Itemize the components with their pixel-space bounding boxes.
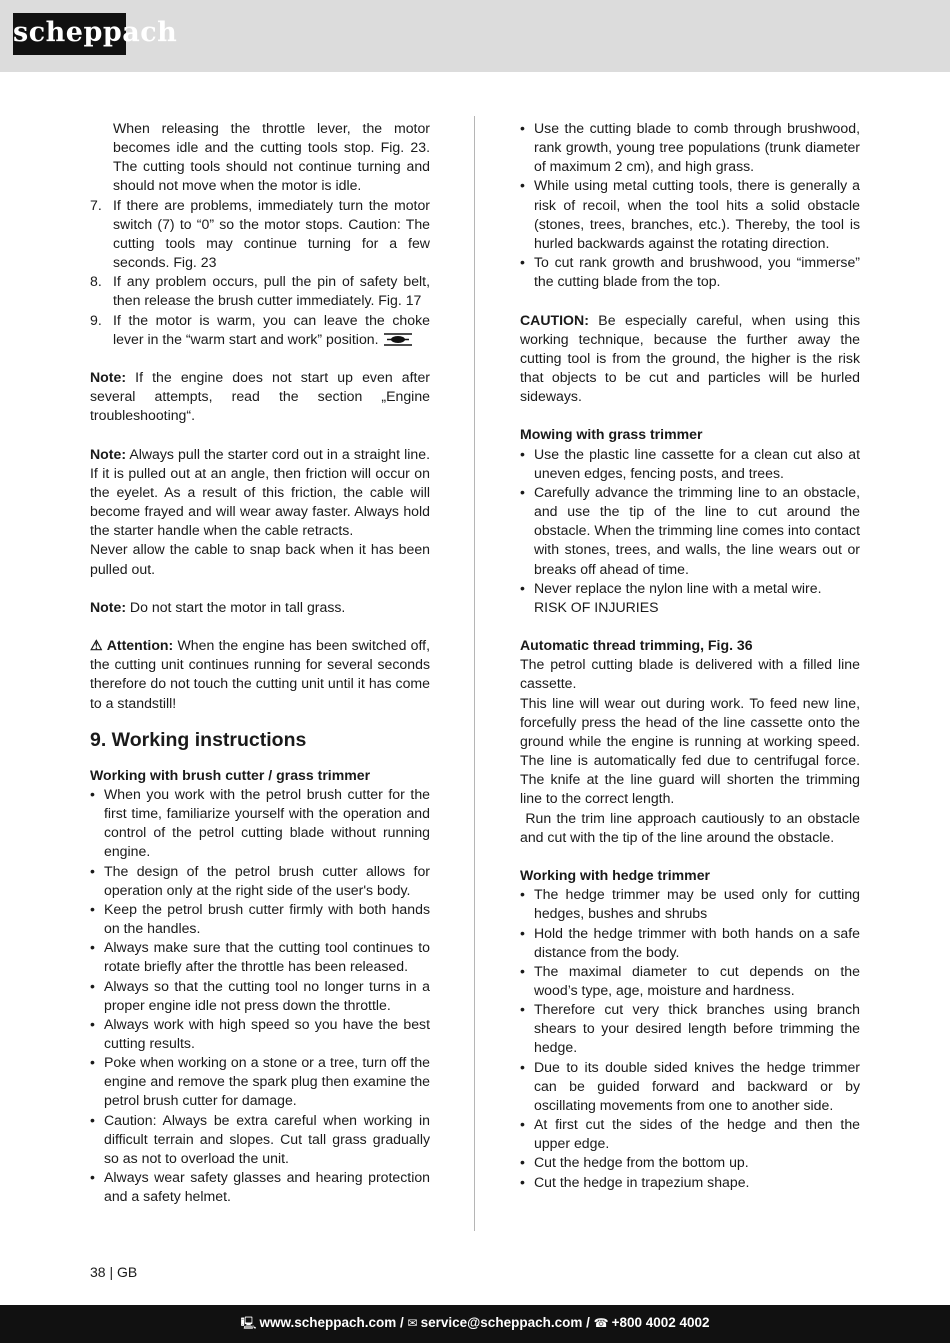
column-divider bbox=[474, 116, 475, 1231]
list-item: • Use the plastic line cassette for a clean cut also at uneven edges, fencing posts, and trees. bbox=[520, 445, 860, 481]
mowing-list bbox=[520, 445, 860, 617]
list-item: • Always so that the cutting tool no longer turns in a proper engine idle not press down the throttle. bbox=[90, 977, 430, 1013]
cutting-blade-list bbox=[520, 119, 860, 291]
list-item: • When you work with the petrol brush cutter for the first time, familiarize yourself with the operation and control of the petrol cutting blade without running engine. bbox=[90, 785, 430, 860]
step-text: If there are problems, immediately turn the motor switch (7) to “0” so the motor stops. Caution: The cutting tools may continue turning for a few seconds. Fig. 23 bbox=[113, 196, 430, 271]
list-item: • Never replace the nylon line with a metal wire. RISK OF INJURIES bbox=[520, 579, 822, 615]
list-item: • The maximal diameter to cut depends on the wood’s type, age, moisture and hardness. bbox=[520, 962, 860, 998]
right-column bbox=[520, 119, 864, 1192]
step-number: 9. bbox=[90, 311, 102, 328]
caution-paragraph bbox=[520, 311, 860, 407]
scheppach-logo: scheppach bbox=[13, 13, 126, 55]
website-link[interactable]: www.scheppach.com / bbox=[259, 1315, 404, 1330]
step-9 bbox=[90, 311, 430, 349]
risk-of-injuries: RISK OF INJURIES bbox=[534, 598, 659, 615]
note-text: If the engine does not start up even after several attempts, read the section „Engine troubleshooting“. bbox=[90, 369, 430, 424]
list-item: • At first cut the sides of the hedge and then the upper edge. bbox=[520, 1116, 860, 1152]
list-item: • While using metal cutting tools, there is generally a risk of recoil, when the tool hits a solid obstacle (stones, trees, branches, etc.). Thereby, the tool is hurled backwards against the rotating direction. bbox=[520, 177, 860, 251]
brush-cutter-list bbox=[90, 785, 430, 1206]
attention-text: When the engine has been switched off, the cutting unit continues running for several seconds therefore do not touch the cutting unit until it has come to a standstill! bbox=[90, 637, 431, 711]
step-7 bbox=[90, 196, 430, 273]
hedge-trimmer-list bbox=[520, 885, 860, 1192]
list-item: • Poke when working on a stone or a tree, turn off the engine and remove the spark plug then examine the petrol brush cutter for damage. bbox=[90, 1054, 430, 1109]
list-item: • Due to its double sided knives the hedge trimmer can be guided forward and backward or by oscillating movements from one to another side. bbox=[520, 1058, 860, 1113]
list-item: • Carefully advance the trimming line to an obstacle, and use the tip of the line to cut around the obstacle. When the trimming line comes into contact with stones, trees, and walls, the line wears out or breaks off ahead of time. bbox=[520, 483, 860, 577]
note-cable-snap: Never allow the cable to snap back when it has been pulled out. bbox=[90, 541, 430, 577]
note-text: Do not start the motor in tall grass. bbox=[126, 598, 346, 615]
attention-label: ⚠ Attention: bbox=[90, 637, 174, 654]
caution-text: Be especially careful, when using this working technique, because the further away the cutting tool is from the ground, the higher is the risk that objects to be cut and particles will be hurled sideways. bbox=[520, 311, 860, 405]
step-text: If the motor is warm, you can leave the choke lever in the “warm start and work” position. bbox=[113, 311, 430, 347]
page-number-value: 38 bbox=[90, 1264, 106, 1280]
caution-label: CAUTION: bbox=[520, 311, 589, 328]
note-label: Note: bbox=[90, 598, 127, 615]
auto-paragraph-2: This line will wear out during work. To feed new line, forcefully press the head of the line cassette onto the ground while the engine is running at working speed. The line is automatically fed due to centrifugal force. The knife at the line guard will shorten the trimming line to the correct length. bbox=[520, 694, 860, 807]
page-number bbox=[90, 1264, 137, 1280]
mail-icon: ✉ bbox=[407, 1316, 418, 1330]
note-tall-grass bbox=[90, 598, 430, 617]
list-item: • Cut the hedge from the bottom up. bbox=[520, 1154, 749, 1171]
email-link[interactable]: service@scheppach.com / bbox=[420, 1315, 590, 1330]
release-paragraph: When releasing the throttle lever, the motor becomes idle and the cutting tools stop. Fig. 23. The cutting tools should not continue turning and should not move when the motor is idle. bbox=[113, 120, 430, 194]
list-item: • Cut the hedge in trapezium shape. bbox=[520, 1173, 750, 1190]
auto-paragraph-3: Run the trim line approach cautiously to an obstacle and cut with the tip of the line around the obstacle. bbox=[520, 809, 864, 845]
list-item: • Caution: Always be extra careful when working in difficult terrain and slopes. Cut tall grass gradually so as not to overload the unit. bbox=[90, 1111, 430, 1166]
footer-bar bbox=[0, 1305, 950, 1343]
brush-cutter-heading: Working with brush cutter / grass trimmer bbox=[90, 766, 371, 783]
header-bar bbox=[0, 0, 950, 72]
list-item: • Hold the hedge trimmer with both hands on a safe distance from the body. bbox=[520, 924, 860, 960]
list-item: • Keep the petrol brush cutter firmly with both hands on the handles. bbox=[90, 900, 430, 937]
note-starter-cord bbox=[90, 445, 430, 541]
step-text: If any problem occurs, pull the pin of safety belt, then release the brush cutter immediately. Fig. 17 bbox=[113, 273, 430, 309]
list-item: • Always work with high speed so you have the best cutting results. bbox=[90, 1015, 430, 1051]
hedge-trimmer-heading: Working with hedge trimmer bbox=[520, 867, 711, 884]
list-item: • Therefore cut very thick branches using branch shears to your desired length before trimming the hedge. bbox=[520, 1001, 860, 1056]
choke-warm-start-icon bbox=[383, 332, 413, 347]
list-item: • The hedge trimmer may be used only for cutting hedges, bushes and shrubs bbox=[520, 886, 860, 922]
list-item: • Use the cutting blade to comb through brushwood, rank growth, young tree populations (trunk diameter of maximum 2 cm), and high grass. bbox=[520, 120, 860, 175]
phone-icon: ☎ bbox=[593, 1316, 609, 1330]
phone-number: +800 4002 4002 bbox=[611, 1315, 710, 1330]
section-title-working-instructions: 9. Working instructions bbox=[90, 728, 307, 751]
list-item: • Always make sure that the cutting tool continues to rotate briefly after the throttle has been released. bbox=[90, 939, 430, 975]
step-number: 8. bbox=[90, 273, 102, 290]
note-label: Note: bbox=[90, 369, 127, 386]
note-text: Always pull the starter cord out in a straight line. If it is pulled out at an angle, then friction will occur on the eyelet. As a result of this friction, the cable will become frayed and will wear away faster. Always hold the starter handle when the cable retracts. bbox=[90, 445, 430, 539]
attention-paragraph bbox=[90, 636, 430, 713]
language-code: GB bbox=[117, 1264, 138, 1280]
list-item: • Always wear safety glasses and hearing protection and a safety helmet. bbox=[90, 1169, 430, 1205]
mowing-heading: Mowing with grass trimmer bbox=[520, 426, 703, 443]
computer-icon: 🖳 bbox=[240, 1316, 257, 1330]
automatic-trimming-heading: Automatic thread trimming, Fig. 36 bbox=[520, 637, 753, 654]
list-item: • To cut rank growth and brushwood, you “immerse” the cutting blade from the top. bbox=[520, 254, 860, 290]
auto-paragraph-1: The petrol cutting blade is delivered with a filled line cassette. bbox=[520, 656, 860, 692]
note-label: Note: bbox=[90, 445, 127, 462]
list-item: • The design of the petrol brush cutter allows for operation only at the right side of the user's body. bbox=[90, 862, 430, 898]
note-engine-troubleshooting bbox=[90, 368, 430, 425]
step-number: 7. bbox=[90, 196, 102, 213]
page-separator: | bbox=[109, 1264, 114, 1280]
step-8 bbox=[90, 272, 430, 310]
left-column bbox=[90, 119, 430, 1206]
